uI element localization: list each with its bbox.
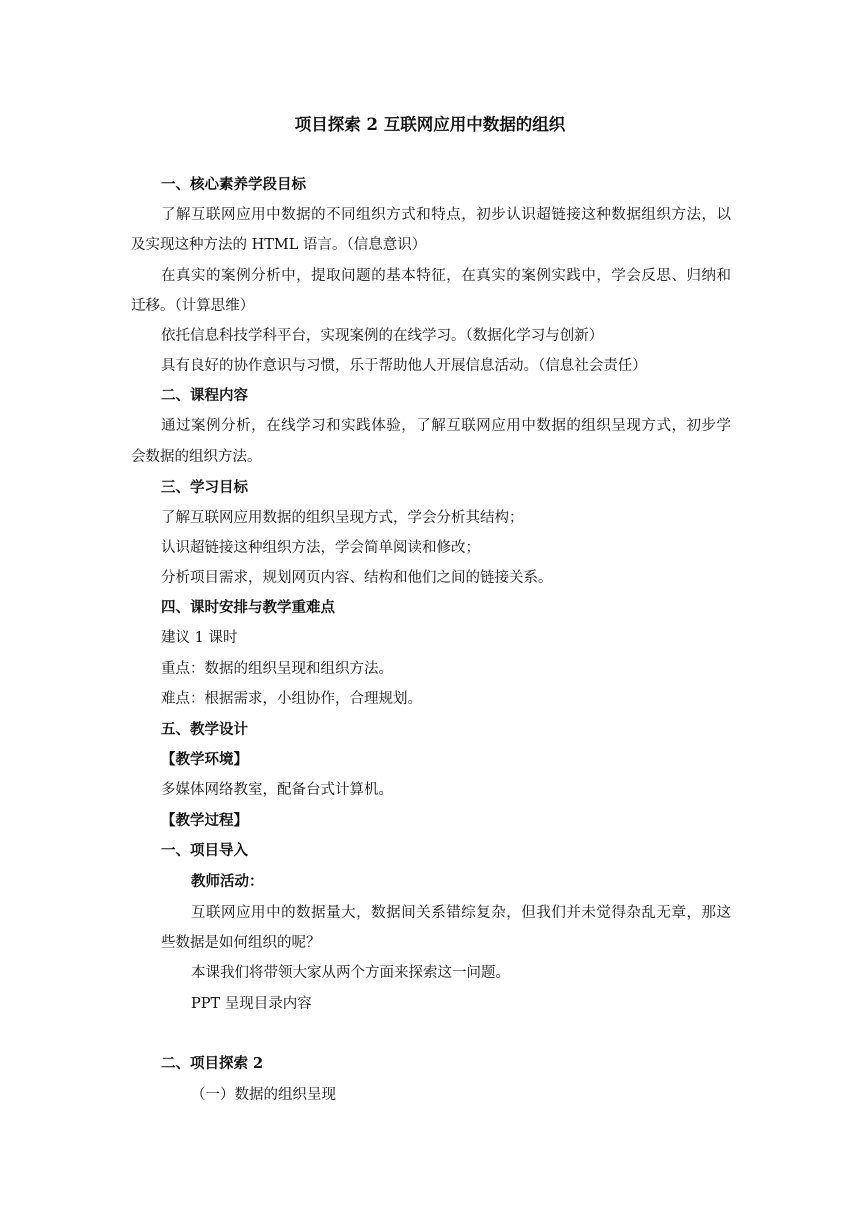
- section-heading-core-goals: 一、核心素养学段目标: [161, 176, 306, 193]
- teacher-activity-label: 教师活动：: [191, 874, 264, 890]
- section-heading-teaching-design: 五、教学设计: [161, 721, 248, 738]
- paragraph-line: 会数据的组织方法。: [131, 449, 262, 465]
- list-item: 了解互联网应用数据的组织呈现方式，学会分析其结构；: [161, 510, 524, 526]
- paragraph-line: （一）数据的组织呈现: [191, 1087, 336, 1103]
- list-item: 分析项目需求，规划网页内容、结构和他们之间的链接关系。: [161, 570, 553, 586]
- subheading-project-intro: 一、项目导入: [161, 842, 248, 859]
- paragraph-line: 了解互联网应用中数据的不同组织方式和特点，初步认识超链接这种数据组织方法，以: [161, 207, 731, 223]
- list-item: 认识超链接这种组织方法，学会简单阅读和修改；: [161, 540, 480, 556]
- paragraph-line: 及实现这种方法的 HTML 语言。（信息意识）: [131, 237, 427, 253]
- section-heading-course-content: 二、课程内容: [161, 387, 248, 404]
- list-item: 重点：数据的组织呈现和组织方法。: [161, 661, 393, 677]
- paragraph-line: 在真实的案例分析中，提取问题的基本特征，在真实的案例实践中，学会反思、归纳和: [161, 268, 731, 284]
- paragraph-line: 多媒体网络教室，配备台式计算机。: [161, 782, 393, 798]
- list-item: 建议 1 课时: [161, 630, 238, 646]
- subheading-project-explore: 二、项目探索 2: [161, 1055, 264, 1072]
- paragraph-line: 依托信息科技学科平台，实现案例的在线学习。（数据化学习与创新）: [161, 328, 604, 344]
- paragraph-line: PPT 呈现目录内容: [191, 996, 312, 1012]
- paragraph-line: 迁移。（计算思维）: [131, 298, 255, 314]
- paragraph-line: 具有良好的协作意识与习惯，乐于帮助他人开展信息活动。（信息社会责任）: [161, 358, 647, 374]
- paragraph-line: 些数据是如何组织的呢？: [161, 935, 321, 951]
- paragraph-line: 通过案例分析，在线学习和实践体验，了解互联网应用中数据的组织呈现方式，初步学: [161, 418, 731, 434]
- paragraph-line: 本课我们将带领大家从两个方面来探索这一问题。: [191, 965, 510, 981]
- subheading-process: 【教学过程】: [161, 812, 248, 829]
- section-heading-schedule: 四、课时安排与教学重难点: [161, 599, 335, 616]
- list-item: 难点：根据需求，小组协作，合理规划。: [161, 691, 422, 707]
- document-title: 项目探索 2 互联网应用中数据的组织: [294, 115, 566, 134]
- subheading-environment: 【教学环境】: [161, 751, 248, 768]
- paragraph-line: 互联网应用中的数据量大，数据间关系错综复杂，但我们并未觉得杂乱无章，那这: [191, 905, 731, 921]
- section-heading-learning-goals: 三、学习目标: [161, 479, 248, 496]
